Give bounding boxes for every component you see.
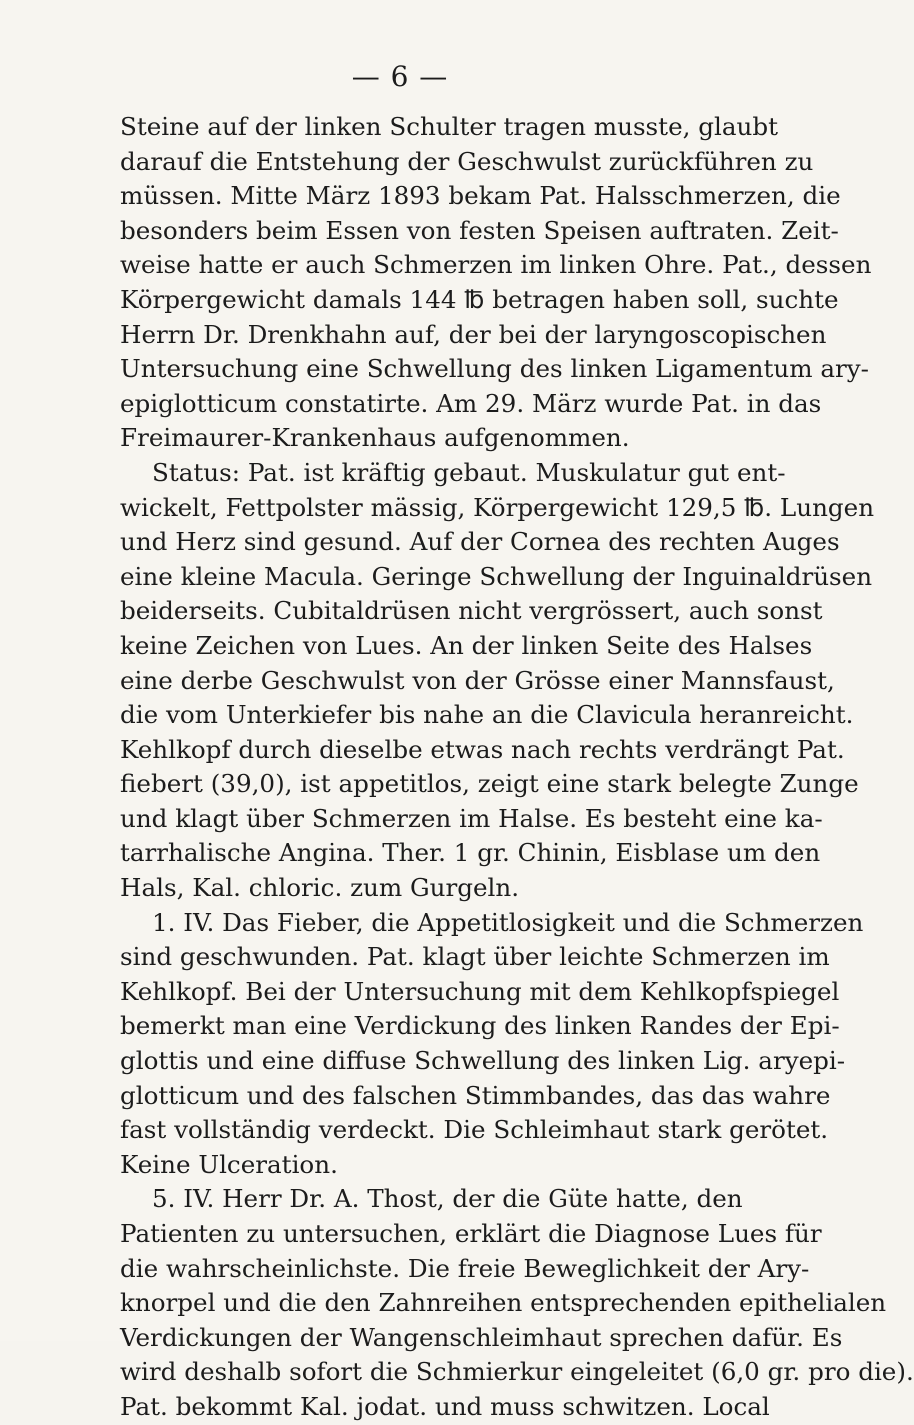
text-line: bemerkt man eine Verdickung des linken Randes der Epi- <box>120 1011 840 1041</box>
text-line: Steine auf der linken Schulter tragen musste, glaubt <box>120 112 778 141</box>
text-line: wird deshalb sofort die Schmierkur eingeleitet (6,0 gr. pro die). <box>120 1357 914 1387</box>
text-line: beiderseits. Cubitaldrüsen nicht vergrössert, auch sonst <box>120 596 823 626</box>
text-line: tarrhalische Angina. Ther. 1 gr. Chinin, Eisblase um den <box>120 838 821 868</box>
text-line: Verdickungen der Wangenschleimhaut sprechen dafür. Es <box>120 1322 843 1352</box>
text-line: und Herz sind gesund. Auf der Cornea des rechten Auges <box>120 527 840 557</box>
text-line: fiebert (39,0), ist appetitlos, zeigt eine stark belegte Zunge <box>120 769 859 799</box>
text-line: Patienten zu untersuchen, erklärt die Diagnose Lues für <box>120 1219 822 1248</box>
text-line: eine derbe Geschwulst von der Grösse einer Mannsfaust, <box>120 665 835 695</box>
page-number: — 6 — <box>351 60 449 93</box>
text-line: Kehlkopf. Bei der Untersuchung mit dem Kehlkopfspiegel <box>120 976 840 1006</box>
text-line: wickelt, Fettpolster mässig, Körpergewicht 129,5 ℔. Lungen <box>120 492 875 522</box>
text-line: sind geschwunden. Pat. klagt über leichte Schmerzen im <box>120 942 830 972</box>
text-line: Kehlkopf durch dieselbe etwas nach rechts verdrängt Pat. <box>120 734 845 764</box>
text-line: müssen. Mitte März 1893 bekam Pat. Halsschmerzen, die <box>120 181 841 211</box>
text-line: Keine Ulceration. <box>120 1149 338 1179</box>
text-line: glottis und eine diffuse Schwellung des linken Lig. aryepi- <box>120 1046 846 1076</box>
text-line: epiglotticum constatirte. Am 29. März wurde Pat. in das <box>120 388 822 418</box>
text-line: Hals, Kal. chloric. zum Gurgeln. <box>120 873 520 903</box>
text-line: weise hatte er auch Schmerzen im linken Ohre. Pat., dessen <box>120 250 872 280</box>
text-line: 5. IV. Herr Dr. A. Thost, der die Güte hatte, den <box>152 1184 743 1214</box>
text-line: keine Zeichen von Lues. An der linken Seite des Halses <box>120 630 813 660</box>
text-line: Untersuchung eine Schwellung des linken Ligamentum ary- <box>120 354 869 384</box>
text-line: und klagt über Schmerzen im Halse. Es besteht eine ka- <box>120 803 823 833</box>
text-line: Körpergewicht damals 144 ℔ betragen haben soll, suchte <box>120 284 839 314</box>
text-line: fast vollständig verdeckt. Die Schleimhaut stark gerötet. <box>120 1115 829 1145</box>
text-line: knorpel und die den Zahnreihen entsprechenden epithelialen <box>120 1288 887 1318</box>
text-line: eine kleine Macula. Geringe Schwellung der Inguinaldrüsen <box>120 561 873 591</box>
text-line: die wahrscheinlichste. Die freie Beweglichkeit der Ary- <box>120 1253 810 1283</box>
text-line: Status: Pat. ist kräftig gebaut. Muskulatur gut ent- <box>152 457 786 487</box>
text-line: Herrn Dr. Drenkhahn auf, der bei der laryngoscopischen <box>120 319 827 349</box>
text-line: Pat. bekommt Kal. jodat. und muss schwitzen. Local <box>120 1391 770 1421</box>
text-line: glotticum und des falschen Stimmbandes, das das wahre <box>120 1080 831 1110</box>
text-line: besonders beim Essen von festen Speisen auftraten. Zeit- <box>120 215 839 245</box>
text-line: die vom Unterkiefer bis nahe an die Clavicula heranreicht. <box>120 700 854 730</box>
text-line: 1. IV. Das Fieber, die Appetitlosigkeit und die Schmerzen <box>152 907 864 937</box>
text-line: darauf die Entstehung der Geschwulst zurückführen zu <box>120 146 814 176</box>
body-text <box>120 110 914 1425</box>
text-line: Freimaurer-Krankenhaus aufgenommen. <box>120 423 630 453</box>
